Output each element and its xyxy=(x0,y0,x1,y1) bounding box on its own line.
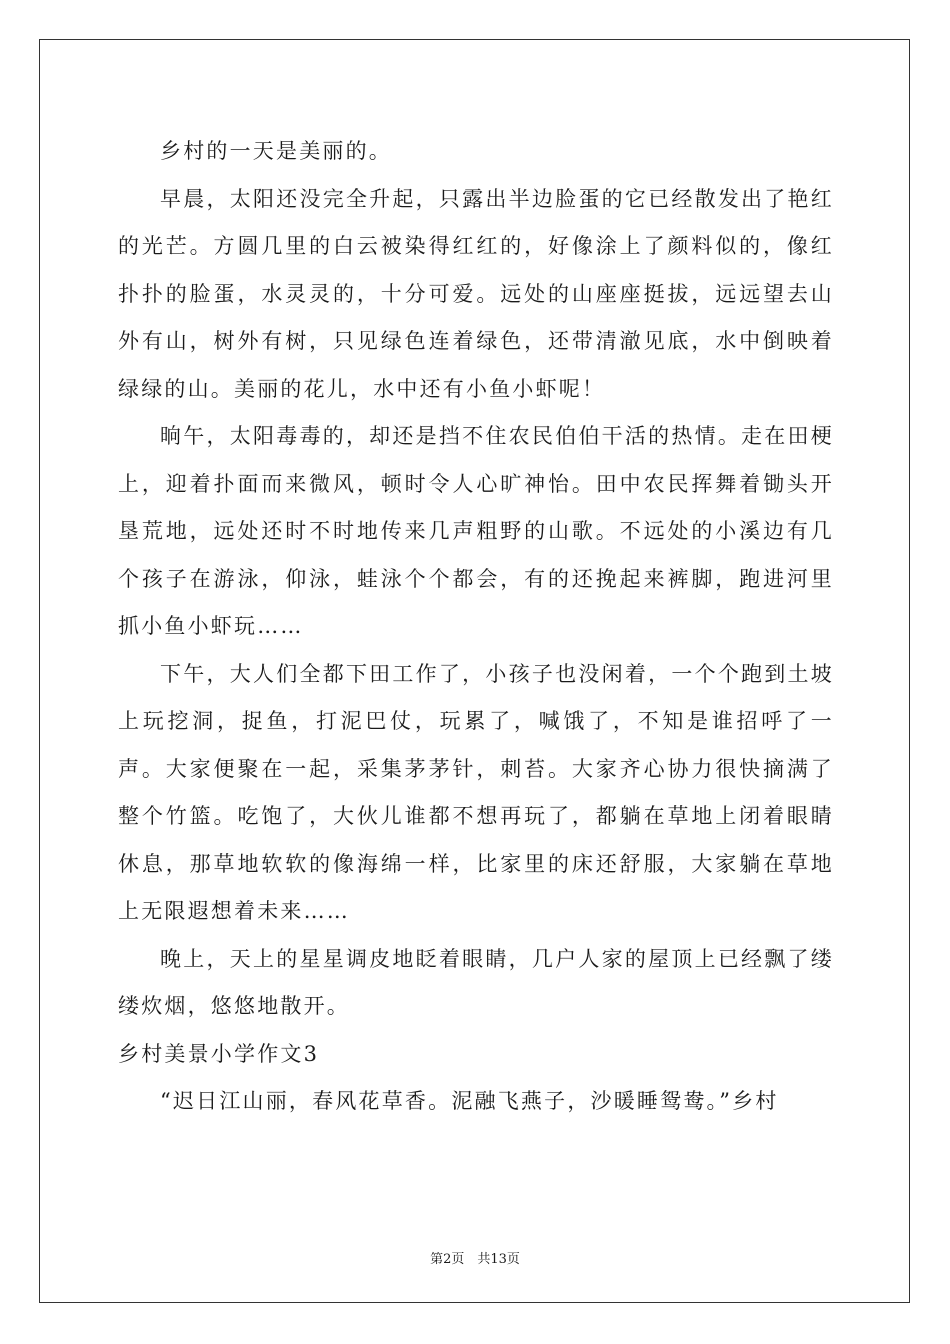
paragraph-morning: 早晨，太阳还没完全升起，只露出半边脸蛋的它已经散发出了艳红的光芒。方圆几里的白云被染得红红的，好像涂上了颜料似的，像红扑扑的脸蛋，水灵灵的，十分可爱。远处的山座座挺拔，远远望去山外有山，树外有树，只见绿色连着绿色，还带清澈见底，水中倒映着绿绿的山。美丽的花儿，水中还有小鱼小虾呢！ xyxy=(118,186,834,401)
paragraph-noon: 晌午，太阳毒毒的，却还是挡不住农民伯伯干活的热情。走在田梗上，迎着扑面而来微风，顿时令人心旷神怡。田中农民挥舞着锄头开垦荒地，远处还时不时地传来几声粗野的山歌。不远处的小溪边有几个孩子在游泳，仰泳，蛙泳个个都会，有的还挽起来裤脚，跑进河里抓小鱼小虾玩…… xyxy=(118,424,834,638)
paragraph-afternoon: 下午，大人们全都下田工作了，小孩子也没闲着，一个个跑到土坡上玩挖洞，捉鱼，打泥巴仗，玩累了，喊饿了，不知是谁招呼了一声。大家便聚在一起，采集茅茅针，刺苔。大家齐心协力很快摘满了整个竹篮。吃饱了，大伙儿谁都不想再玩了，都躺在草地上闭着眼睛休息，那草地软软的像海绵一样，比家里的床还舒服，大家躺在草地上无限遐想着未来…… xyxy=(118,661,834,923)
paragraph-evening: 晚上，天上的星星调皮地眨着眼睛，几户人家的屋顶上已经飘了缕缕炊烟，悠悠地散开。 xyxy=(118,946,834,1018)
section-heading: 乡村美景小学作文3 xyxy=(118,1041,320,1066)
page-number: 第2页 共13页 xyxy=(430,1252,520,1267)
paragraph-intro: 乡村的一天是美丽的。 xyxy=(160,139,392,163)
paragraph-poem: “迟日江山丽，春风花草香。泥融飞燕子，沙暖睡鸳鸯。”乡村 xyxy=(160,1089,779,1113)
document-body xyxy=(118,128,834,1126)
